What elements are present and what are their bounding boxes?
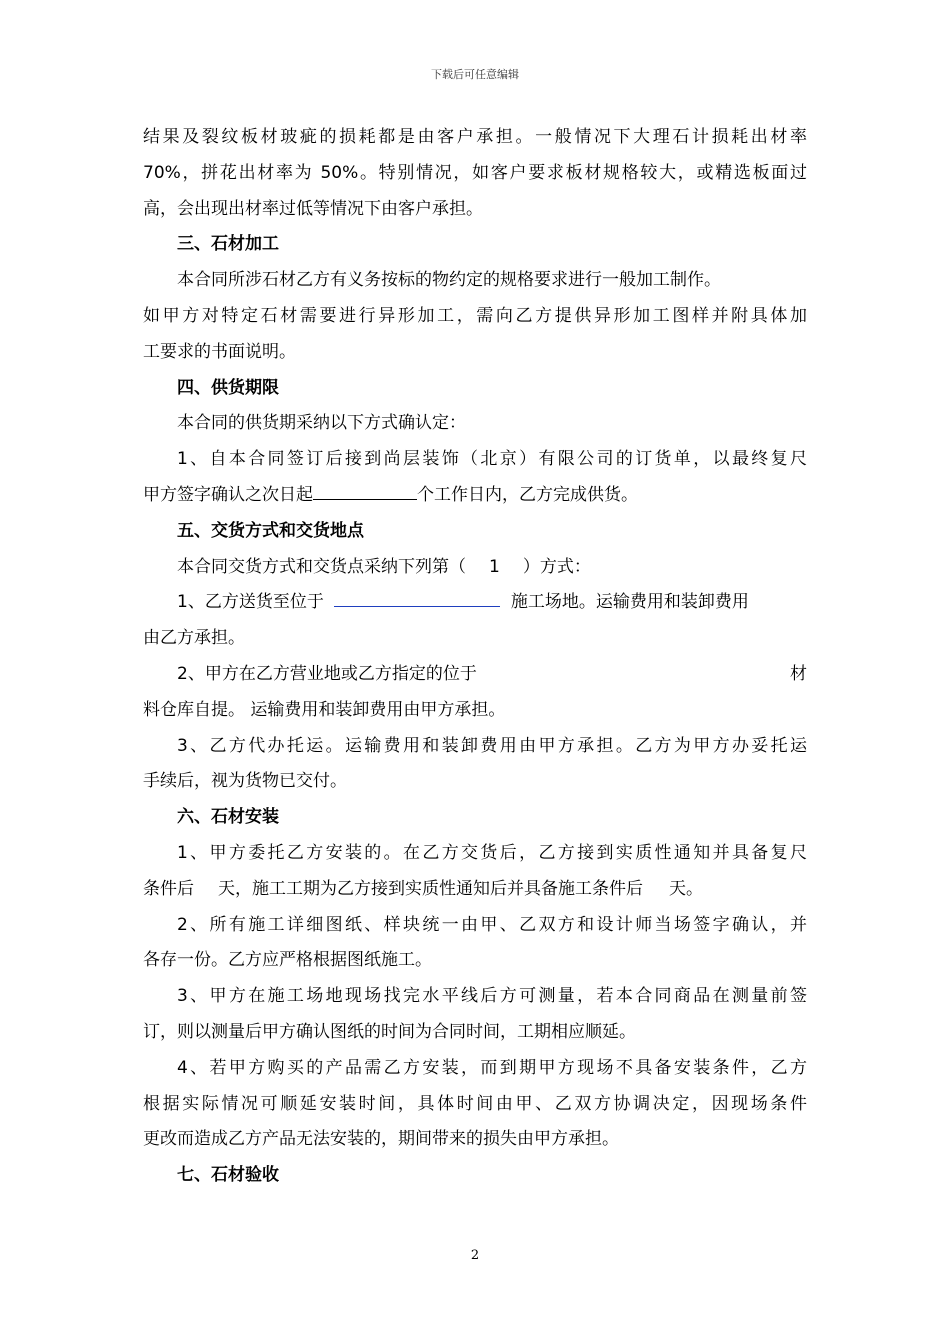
paragraph-line: 工要求的书面说明。 bbox=[143, 341, 296, 362]
page-header-note: 下载后可任意编辑 bbox=[431, 68, 519, 81]
paragraph-line bbox=[143, 478, 807, 514]
paragraph-line: 由乙方承担。 bbox=[143, 628, 245, 649]
page-number: 2 bbox=[470, 1248, 480, 1263]
text-segment: 施工场地。运输费用和装卸费用 bbox=[510, 592, 749, 613]
paragraph-line: 2、所有施工详细图纸、样块统一由甲、乙双方和设计师当场签字确认，并 bbox=[177, 914, 807, 935]
text-segment: 1、乙方送货至位于 bbox=[177, 592, 324, 613]
text-segment: ）方式： bbox=[522, 556, 591, 577]
text-segment: 甲方签字确认之次日起 bbox=[143, 484, 313, 505]
paragraph-line: 4、若甲方购买的产品需乙方安装，而到期甲方现场不具备安装条件，乙方 bbox=[177, 1057, 807, 1078]
document-body bbox=[143, 120, 807, 1194]
paragraph-line: 1、自本合同签订后接到尚层装饰（北京）有限公司的订货单，以最终复尺 bbox=[177, 449, 807, 470]
paragraph-line bbox=[143, 657, 807, 693]
section-heading-3: 三、石材加工 bbox=[177, 234, 279, 255]
section-heading-5: 五、交货方式和交货地点 bbox=[177, 520, 364, 541]
paragraph-line: 结果及裂纹板材玻疵的损耗都是由客户承担。一般情况下大理石计损耗出材率 bbox=[143, 127, 807, 147]
delivery-option-value: 1 bbox=[489, 556, 500, 577]
paragraph-line: 70%，拼花出材率为 50%。特别情况，如客户要求板材规格较大，或精选板面过 bbox=[143, 162, 807, 183]
text-segment: 天，施工工期为乙方接到实质性通知后并具备施工条件后 bbox=[218, 878, 643, 899]
text-segment: 2、甲方在乙方营业地或乙方指定的位于 bbox=[177, 663, 477, 684]
paragraph-line bbox=[143, 585, 807, 621]
paragraph-line bbox=[143, 550, 807, 586]
text-segment: 个工作日内，乙方完成供货。 bbox=[417, 484, 638, 505]
text-segment: 本合同交货方式和交货点采纳下列第（ bbox=[177, 556, 466, 577]
supply-days-blank bbox=[313, 481, 417, 500]
section-heading-6: 六、石材安装 bbox=[177, 807, 279, 828]
paragraph-line: 如甲方对特定石材需要进行异形加工，需向乙方提供异形加工图样并附具体加 bbox=[143, 305, 807, 326]
paragraph-line: 本合同所涉石材乙方有义务按标的物约定的规格要求进行一般加工制作。 bbox=[177, 270, 721, 291]
paragraph-line: 高，会出现出材率过低等情况下由客户承担。 bbox=[143, 198, 483, 219]
text-segment: 天。 bbox=[669, 878, 703, 899]
paragraph-line: 订，则以测量后甲方确认图纸的时间为合同时间，工期相应顺延。 bbox=[143, 1021, 636, 1042]
paragraph-line: 根据实际情况可顺延安装时间，具体时间由甲、乙双方协调决定，因现场条件 bbox=[143, 1093, 807, 1114]
paragraph-line: 3、乙方代办托运。运输费用和装卸费用由甲方承担。乙方为甲方办妥托运 bbox=[177, 735, 807, 756]
section-heading-4: 四、供货期限 bbox=[177, 377, 279, 398]
paragraph-line: 本合同的供货期采纳以下方式确认定： bbox=[177, 413, 466, 434]
section-heading-7: 七、石材验收 bbox=[177, 1165, 279, 1186]
paragraph-line: 更改而造成乙方产品无法安装的，期间带来的损失由甲方承担。 bbox=[143, 1129, 619, 1150]
delivery-site-blank bbox=[334, 588, 500, 607]
paragraph-line: 3、甲方在施工场地现场找完水平线后方可测量，若本合同商品在测量前签 bbox=[177, 986, 807, 1007]
text-segment: 材 bbox=[790, 663, 807, 684]
paragraph-line: 手续后，视为货物已交付。 bbox=[143, 771, 347, 792]
paragraph-line: 1、甲方委托乙方安装的。在乙方交货后，乙方接到实质性通知并具备复尺 bbox=[177, 842, 807, 863]
paragraph-line: 各存一份。乙方应严格根据图纸施工。 bbox=[143, 950, 432, 971]
paragraph-line bbox=[143, 872, 807, 908]
paragraph-line: 料仓库自提。 运输费用和装卸费用由甲方承担。 bbox=[143, 699, 506, 720]
text-segment: 条件后 bbox=[143, 878, 194, 899]
